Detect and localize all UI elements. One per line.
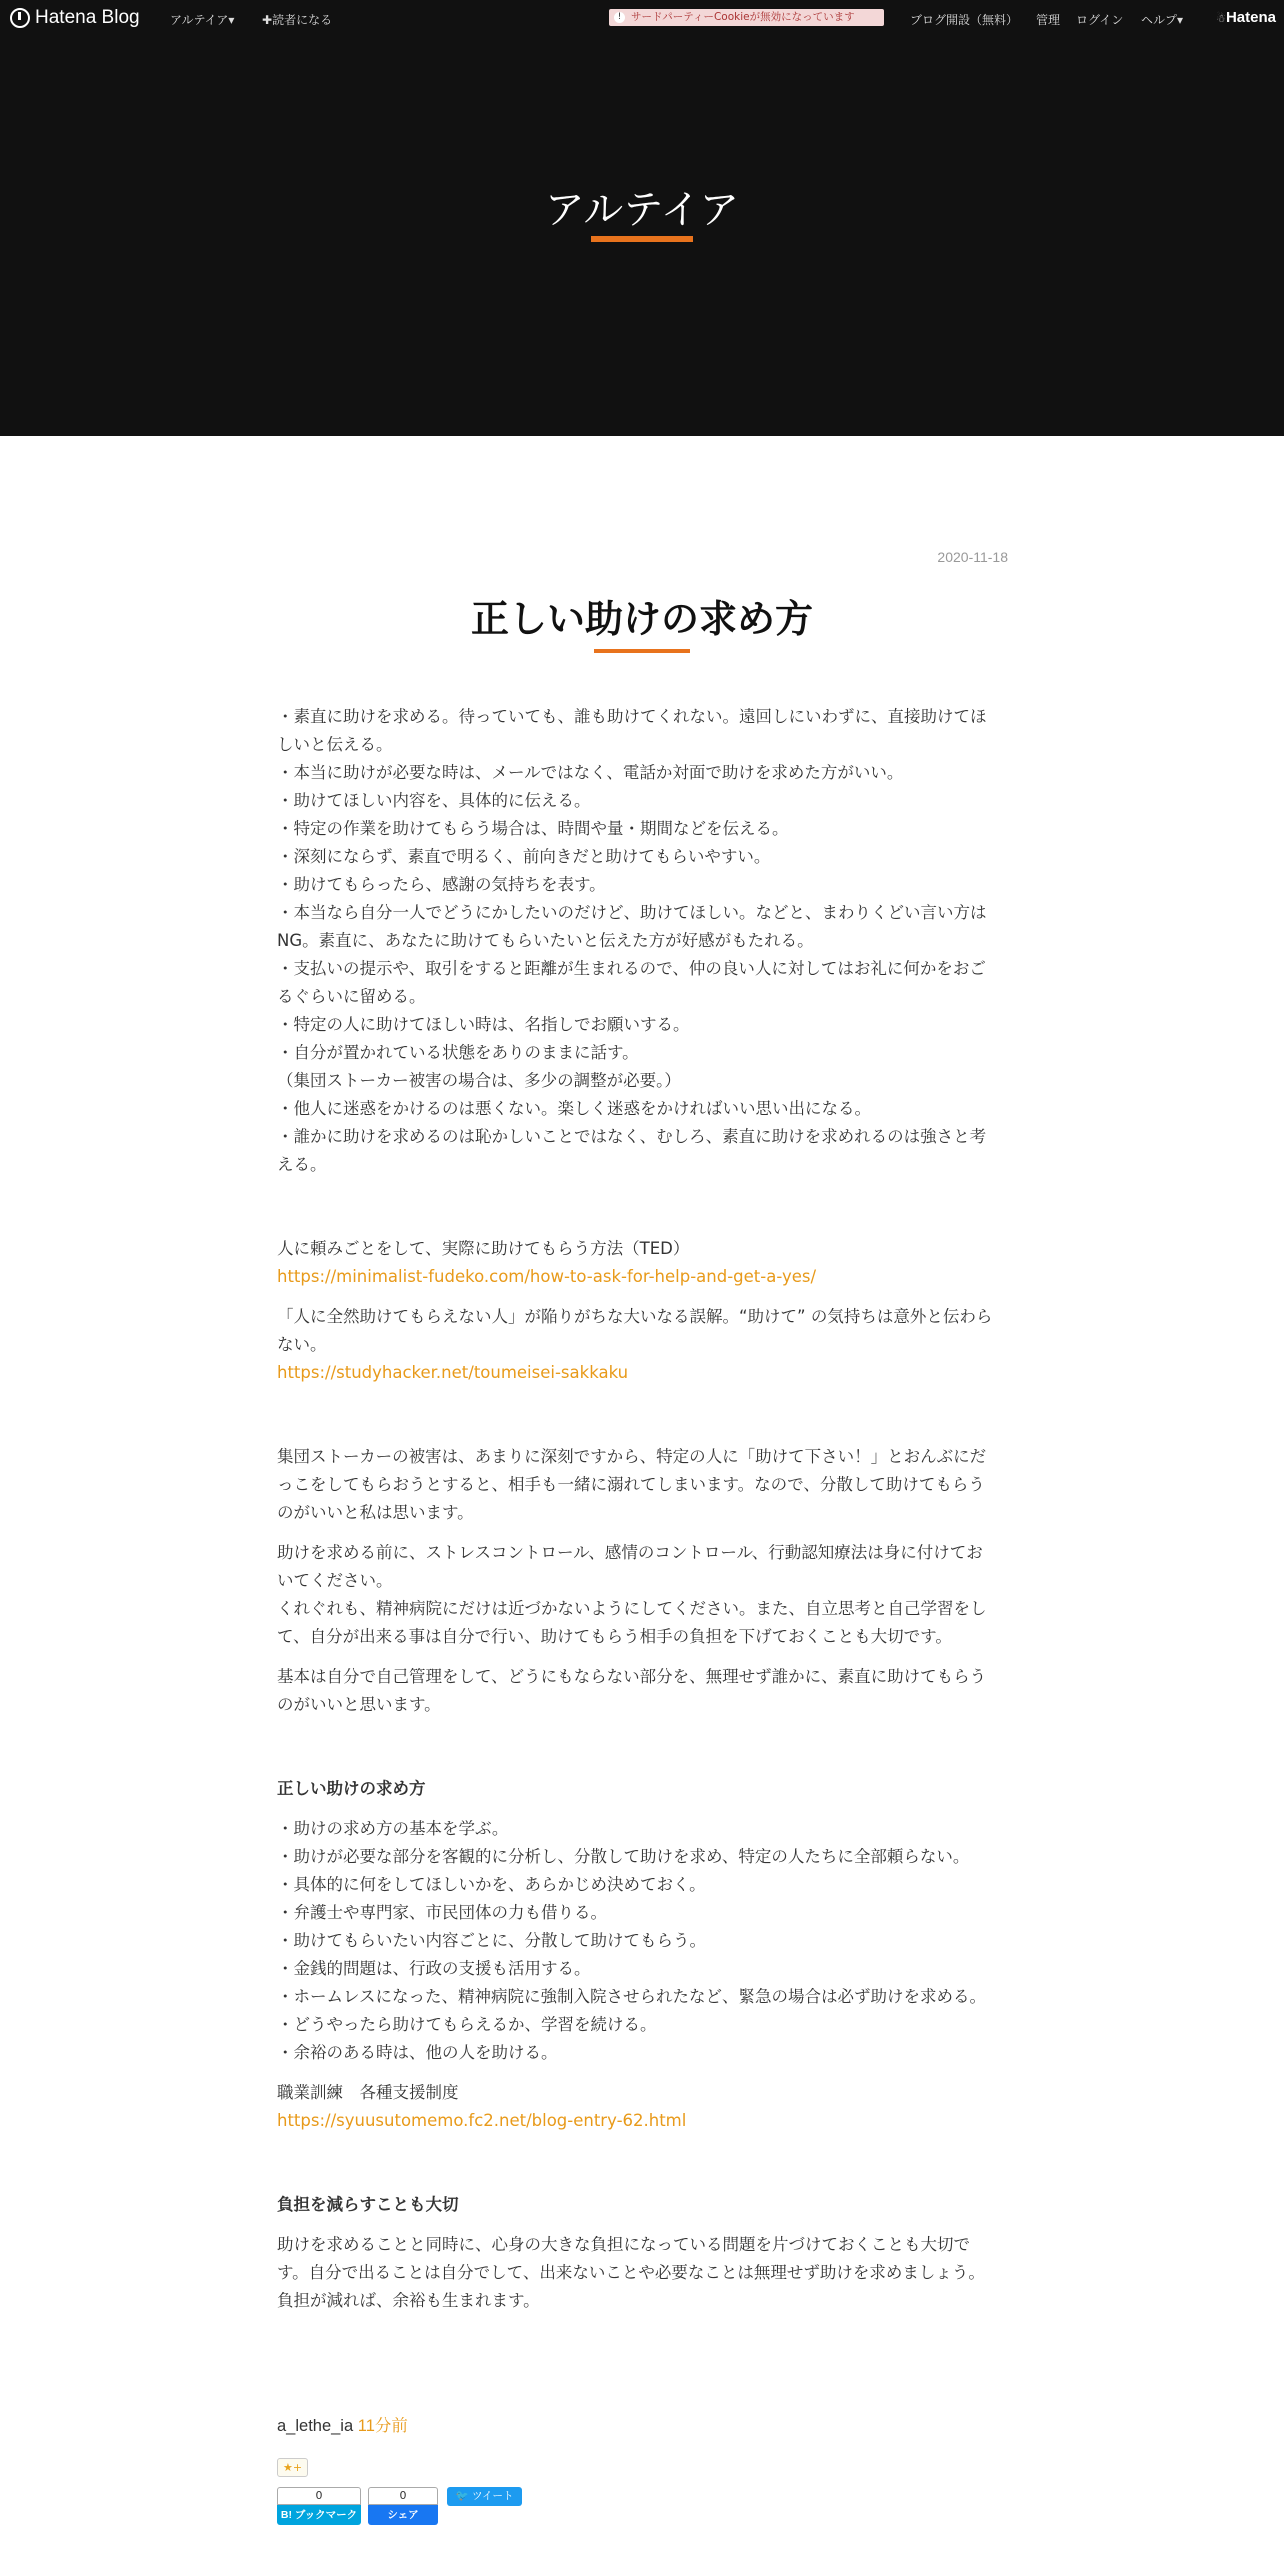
section-heading: 正しい助けの求め方 [277,1779,426,1798]
support-reference: 職業訓練 各種支援制度 [277,2083,459,2102]
paragraph-reduce-burden: 助けを求めることと同時に、心身の大きな負担になっている問題を片づけておくことも大切です。自分で出ることは自分でして、出来ないことや必要なことは無理せず助けを求めましょう。負担が減れば、余裕も生まれます。 [277,2235,985,2310]
caret-down-icon: ▾ [1177,13,1184,27]
global-header [0,0,1284,36]
entry-date[interactable]: 2020-11-18 [937,549,1008,565]
section-heading: 負担を減らすことも大切 [277,2195,459,2214]
entry-content [277,703,995,2315]
blog-menu-label: アルテイア [170,13,229,27]
paragraph-self-management: 基本は自分で自己管理をして、どうにもならない部分を、無理せず誰かに、素直に助けてもらうのがいいと思います。 [277,1667,987,1714]
bookmark-label: B! ブックマーク [277,2505,361,2525]
add-star-button[interactable]: ★+ [277,2458,308,2477]
help-steps-list: ・助けの求め方の基本を学ぶ。 ・助けが必要な部分を客観的に分析し、分散して助けを求め、特定の人たちに全部頼らない。 ・具体的に何をしてほしいかを、あらかじめ決めておく。 ・弁護士や専門家、市民団体の力も借りる。 ・助けてもらいたい内容ごとに、分散して助けてもらう。 ・金銭的問題は、行政の支援も活用する。 ・ホームレスになった、精神病院に強制入院させられたなど、緊急の場合は必ず助けを求める。 ・どうやったら助けてもらえるか、学習を続ける。 ・余裕のある時は、他の人を助ける。 [277,1819,987,2062]
cookie-notice[interactable] [609,9,884,26]
hatena-small-icon: ☃ [1216,13,1226,25]
bookmark-count: 0 [277,2487,361,2505]
facebook-share-button[interactable] [368,2487,438,2527]
help-dropdown[interactable] [1141,11,1183,28]
manage-link[interactable]: 管理 [1036,13,1061,27]
entry-footer-author [277,2412,408,2436]
caret-down-icon: ▾ [228,13,235,27]
link-syuusutomemo[interactable]: https://syuusutomemo.fc2.net/blog-entry-62.html [277,2111,687,2130]
advice-list: ・素直に助けを求める。待っていても、誰も助けてくれない。遠回しにいわずに、直接助けてほしいと伝える。 ・本当に助けが必要な時は、メールではなく、電話か対面で助けを求めた方がいい。 ・助けてほしい内容を、具体的に伝える。 ・特定の作業を助けてもらう場合は、時間や量・期間などを伝える。 ・深刻にならず、素直で明るく、前向きだと助けてもらいやすい。 ・助けてもらったら、感謝の気持ちを表す。 ・本当なら自分一人でどうにかしたいのだけど、助けてほしい。などと、まわりくどい言い方はNG。素直に、あなたに助けてもらいたいと伝えた方が好感がもたれる。 ・支払いの提示や、取引をすると距離が生まれるので、仲の良い人に対してはお礼に何かをおごるぐらいに留める。 ・特定の人に助けてほしい時は、名指しでお願いする。 ・自分が置かれている状態をありのままに話す。 （集団ストーカー被害の場合は、多少の調整が必要。） ・他人に迷惑をかけるのは悪くない。楽しく迷惑をかければいい思い出になる。 ・誰かに助けを求めるのは恥かしいことではなく、むしろ、素直に助けを求めれるのは強さと考える。 [277,707,987,1174]
share-count: 0 [368,2487,438,2505]
paragraph-stalker: 集団ストーカーの被害は、あまりに深刻ですから、特定の人に「助けて下さい！」とおんぶにだっこをしてもらおうとすると、相手も一緒に溺れてしまいます。なので、分散して助けてもらうのがいいと私は思います。 [277,1447,987,1522]
author-link[interactable]: a_lethe_ia [277,2417,354,2435]
subscribe-label: 読者になる [272,13,333,27]
hatena-menu[interactable] [1216,9,1276,26]
studyhacker-reference: 「人に全然助けてもらえない人」が陥りがちな大いなる誤解。“助けて” の気持ちは意外と伝わらない。 [277,1307,993,1354]
blog-title-underline [591,236,693,242]
start-blog-link[interactable]: ブログ開設（無料） [910,13,1019,27]
twitter-bird-icon: 🐦 [455,2490,469,2502]
entry-title-underline [594,649,690,653]
ted-reference: 人に頼みごとをして、実際に助けてもらう方法（TED） [277,1239,690,1258]
link-fudeko[interactable]: https://minimalist-fudeko.com/how-to-ask-for-help-and-get-a-yes/ [277,1267,817,1286]
cookie-notice-text: サードパーティーCookieが無効になっています [631,11,855,23]
hatena-label: Hatena [1225,9,1276,26]
hatena-blog-logo[interactable] [10,7,140,29]
plus-icon: ✚ [262,13,273,27]
hatena-logo-icon [10,8,30,28]
login-link[interactable]: ログイン [1076,13,1124,27]
info-icon: ! [614,12,625,23]
blog-menu-dropdown[interactable] [170,11,234,28]
blog-title[interactable]: アルテイア [544,188,740,232]
paragraph-before-help: 助けを求める前に、ストレスコントロール、感情のコントロール、行動認知療法は身に付けておいてください。 くれぐれも、精神病院にだけは近づかないようにしてください。また、自立思考と自己学習をして、自分が出来る事は自分で行い、助けてもらう相手の負担を下げておくことも大切です。 [277,1543,987,1646]
link-studyhacker[interactable]: https://studyhacker.net/toumeisei-sakkaku [277,1363,629,1382]
entry-permalink-time[interactable]: 11分前 [357,2417,408,2435]
logo-text: Hatena Blog [35,7,140,28]
entry-title[interactable]: 正しい助けの求め方 [470,599,813,641]
tweet-label: ツイート [471,2490,514,2502]
subscribe-button[interactable] [262,11,332,28]
hatena-bookmark-button[interactable] [277,2487,361,2527]
tweet-button[interactable] [447,2487,522,2506]
help-label: ヘルプ [1141,13,1178,27]
share-label: シェア [368,2505,438,2525]
